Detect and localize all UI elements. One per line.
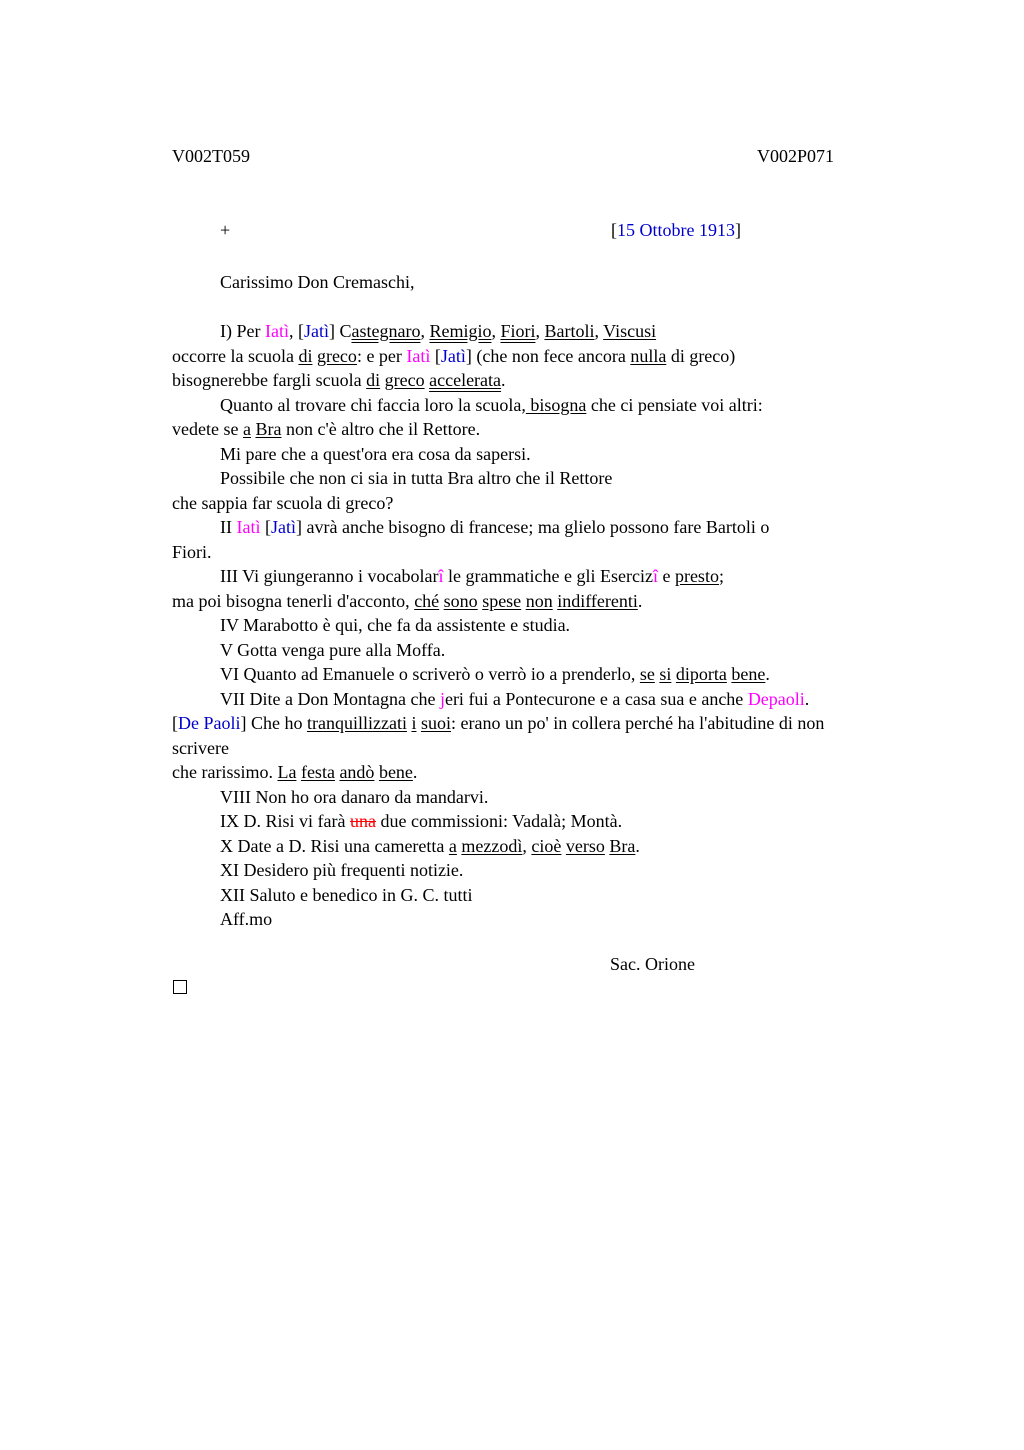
paragraph-8: che sappia far scuola di greco? bbox=[172, 492, 394, 513]
paragraph-1: I) Per Iatì, [Jatì] Castegnaro, Remigio, Fiori, Bartoli, Viscusi bbox=[220, 321, 657, 341]
paragraph-4: Quanto al trovare chi faccia loro la scuola, bisogna che ci pensiate voi altri: bbox=[220, 394, 763, 415]
letter-body bbox=[172, 270, 932, 932]
paragraph-24: XII Saluto e benedico in G. C. tutti bbox=[220, 884, 473, 905]
paragraph-9: II Iatì [Jatì] avrà anche bisogno di francese; ma glielo possono fare Bartoli o bbox=[220, 517, 770, 537]
paragraph-17: [De Paoli] Che ho tranquillizzati i suoi: erano un po' in collera perché ha l'abitudine di non bbox=[172, 713, 825, 733]
paragraph-5: vedete se a Bra non c'è altro che il Rettore. bbox=[172, 419, 481, 439]
paragraph-18: scrivere bbox=[172, 737, 229, 758]
paragraph-21: IX D. Risi vi farà una due commissioni: Vadalà; Montà. bbox=[220, 811, 623, 831]
paragraph-20: VIII Non ho ora danaro da mandarvi. bbox=[220, 786, 489, 807]
closing: Aff.mo bbox=[220, 909, 273, 929]
paragraph-23: XI Desidero più frequenti notizie. bbox=[220, 860, 464, 880]
paragraph-10: Fiori. bbox=[172, 541, 212, 562]
correction-normalized: Jatì bbox=[303, 321, 329, 341]
volume-code-right: V002P071 bbox=[757, 146, 835, 166]
paragraph-2: occorre la scuola di greco: e per Iatì [Jatì] (che non fece ancora nulla di greco) bbox=[172, 345, 736, 366]
paragraph-12: ma poi bisogna tenerli d'acconto, ché sono spese non indifferenti. bbox=[172, 590, 643, 611]
greeting: Carissimo Don Cremaschi, bbox=[220, 272, 415, 292]
correction-original: Iatì bbox=[264, 321, 289, 341]
date-text: 15 Ottobre 1913 bbox=[617, 220, 735, 240]
paragraph-19: che rarissimo. La festa andò bene. bbox=[172, 762, 418, 782]
letter-date: [15 Ottobre 1913] bbox=[611, 220, 741, 240]
end-box-icon bbox=[173, 980, 187, 994]
paragraph-6: Mi pare che a quest'ora era cosa da sapersi. bbox=[220, 443, 531, 464]
paragraph-16: VII Dite a Don Montagna che jeri fui a Pontecurone e a casa sua e anche Depaoli. bbox=[220, 688, 810, 709]
paragraph-7: Possibile che non ci sia in tutta Bra altro che il Rettore bbox=[220, 468, 613, 488]
volume-code-left: V002T059 bbox=[172, 146, 250, 166]
paragraph-22: X Date a D. Risi una cameretta a mezzodì, cioè verso Bra. bbox=[220, 835, 640, 856]
cross-mark: + bbox=[220, 220, 231, 240]
signature: Sac. Orione bbox=[610, 954, 695, 974]
deleted-word: una bbox=[349, 811, 376, 831]
paragraph-14: V Gotta venga pure alla Moffa. bbox=[220, 639, 446, 660]
paragraph-11: III Vi giungeranno i vocabolarî le grammatiche e gli Esercizî e presto; bbox=[220, 566, 724, 586]
paragraph-13: IV Marabotto è qui, che fa da assistente e studia. bbox=[220, 615, 571, 635]
paragraph-15: VI Quanto ad Emanuele o scriverò o verrò io a prenderlo, se si diporta bene. bbox=[220, 664, 770, 684]
paragraph-3: bisognerebbe fargli scuola di greco accelerata. bbox=[172, 370, 506, 390]
